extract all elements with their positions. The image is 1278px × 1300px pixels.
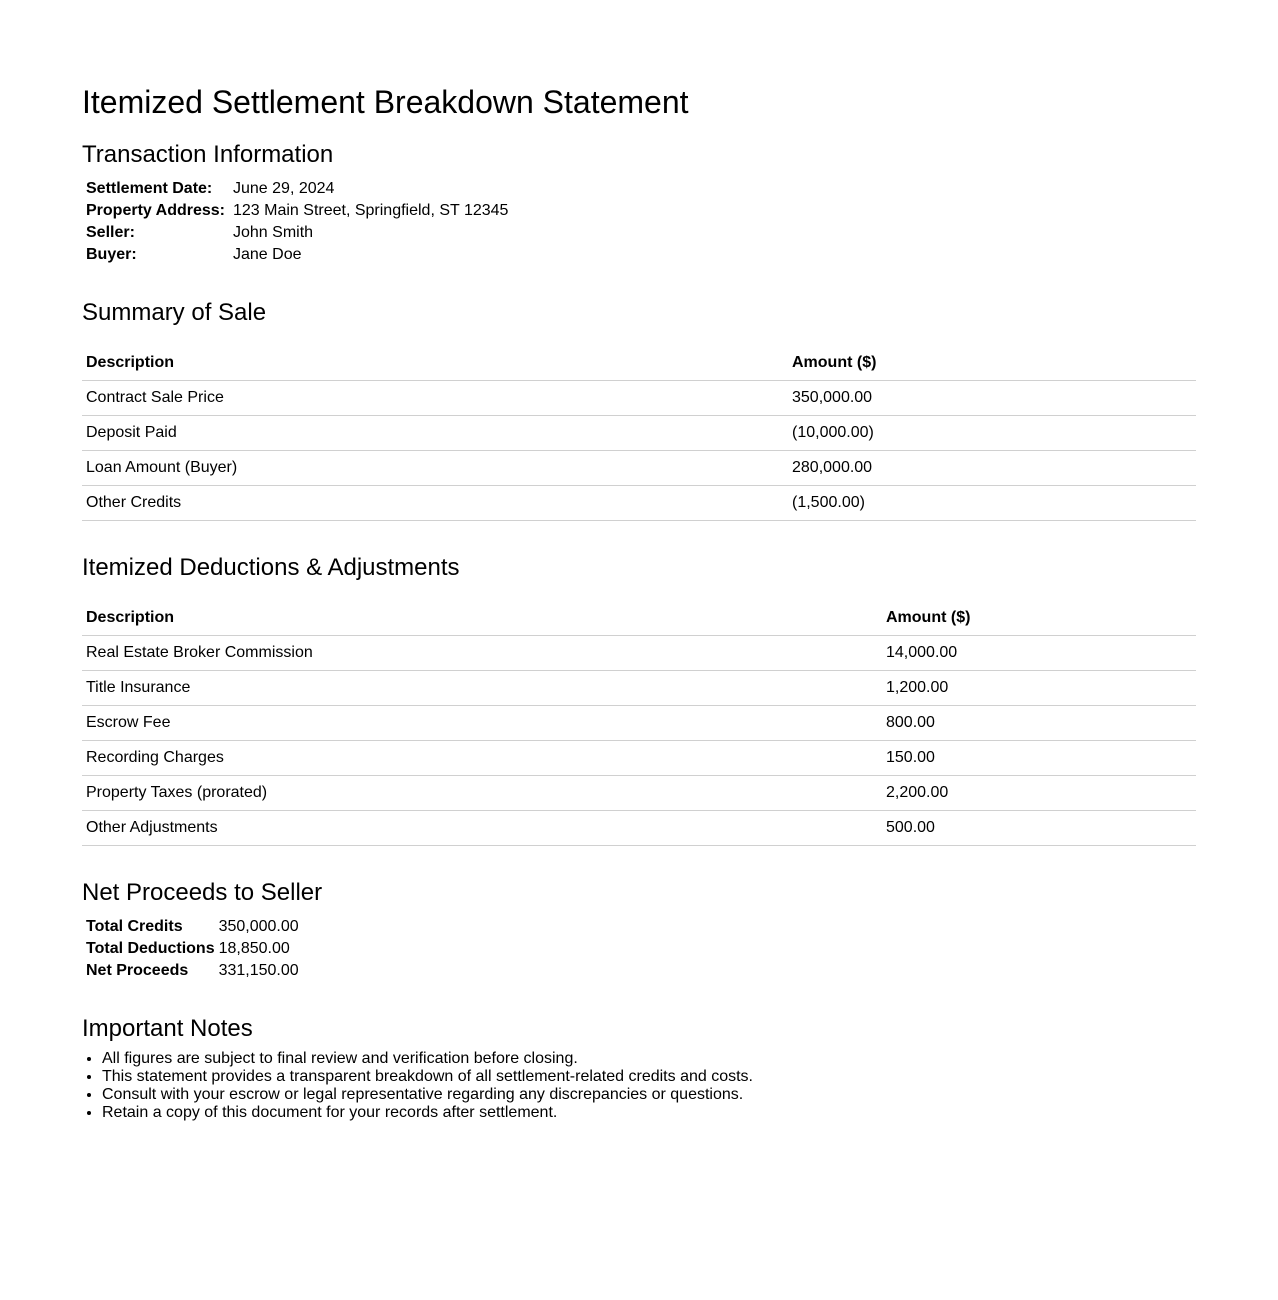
summary-heading: Summary of Sale [82,299,267,326]
buyer-label: Buyer: [86,246,137,263]
row-description: Real Estate Broker Commission [82,636,882,671]
seller-value: John Smith [233,224,314,241]
row-amount: (1,500.00) [788,486,1196,521]
row-amount: (10,000.00) [788,416,1196,451]
row-amount: 500.00 [882,811,1196,846]
row-description: Other Adjustments [82,811,882,846]
settlement-date-label: Settlement Date: [86,180,213,197]
total-credits-value: 350,000.00 [218,918,299,935]
table-row [82,451,1196,486]
list-item: • This statement provides a transparent breakdown of all settlement-related credits and costs. [102,1068,1196,1086]
property-address-value: 123 Main Street, Springfield, ST 12345 [233,202,509,219]
row-description: Loan Amount (Buyer) [82,451,788,486]
summary-table [82,346,1196,521]
table-row [82,776,1196,811]
row-description: Recording Charges [82,741,882,776]
total-deductions-value: 18,850.00 [218,940,290,957]
summary-col-amount: Amount ($) [788,346,1196,381]
net-row [82,960,303,982]
table-row [82,636,1196,671]
deductions-heading: Itemized Deductions & Adjustments [82,554,460,581]
row-description: Title Insurance [82,671,882,706]
table-row [82,381,1196,416]
row-amount: 14,000.00 [882,636,1196,671]
transaction-row [82,244,512,266]
property-address-label: Property Address: [86,202,225,219]
row-amount: 2,200.00 [882,776,1196,811]
row-amount: 350,000.00 [788,381,1196,416]
row-amount: 150.00 [882,741,1196,776]
net-row [82,938,303,960]
deductions-table [82,601,1196,846]
row-description: Other Credits [82,486,788,521]
deductions-col-description: Description [82,601,882,636]
transaction-info-table [82,178,512,266]
transaction-row [82,222,512,244]
row-description: Deposit Paid [82,416,788,451]
transaction-row [82,200,512,222]
seller-label: Seller: [86,224,135,241]
row-amount: 800.00 [882,706,1196,741]
transaction-row [82,178,512,200]
summary-col-description: Description [82,346,788,381]
table-header-row [82,346,1196,381]
table-row [82,811,1196,846]
net-proceeds-label: Net Proceeds [86,962,189,979]
total-credits-label: Total Credits [86,918,183,935]
row-amount: 1,200.00 [882,671,1196,706]
list-item: • All figures are subject to final review and verification before closing. [102,1050,1196,1068]
net-proceeds-value: 331,150.00 [218,962,299,979]
table-row [82,741,1196,776]
buyer-value: Jane Doe [233,246,302,263]
list-item: • Retain a copy of this document for your records after settlement. [102,1104,1196,1122]
net-proceeds-table [82,916,303,982]
total-deductions-label: Total Deductions [86,940,215,957]
net-row [82,916,303,938]
page-title: Itemized Settlement Breakdown Statement [82,84,689,120]
table-row [82,486,1196,521]
row-amount: 280,000.00 [788,451,1196,486]
deductions-col-amount: Amount ($) [882,601,1196,636]
table-row [82,416,1196,451]
row-description: Contract Sale Price [82,381,788,416]
notes-heading: Important Notes [82,1015,253,1042]
list-item: • Consult with your escrow or legal representative regarding any discrepancies or questions. [102,1086,1196,1104]
table-row [82,671,1196,706]
row-description: Escrow Fee [82,706,882,741]
settlement-date-value: June 29, 2024 [233,180,335,197]
row-description: Property Taxes (prorated) [82,776,882,811]
table-header-row [82,601,1196,636]
notes-list [82,1050,1196,1122]
table-row [82,706,1196,741]
transaction-heading: Transaction Information [82,141,334,168]
net-proceeds-heading: Net Proceeds to Seller [82,879,323,906]
